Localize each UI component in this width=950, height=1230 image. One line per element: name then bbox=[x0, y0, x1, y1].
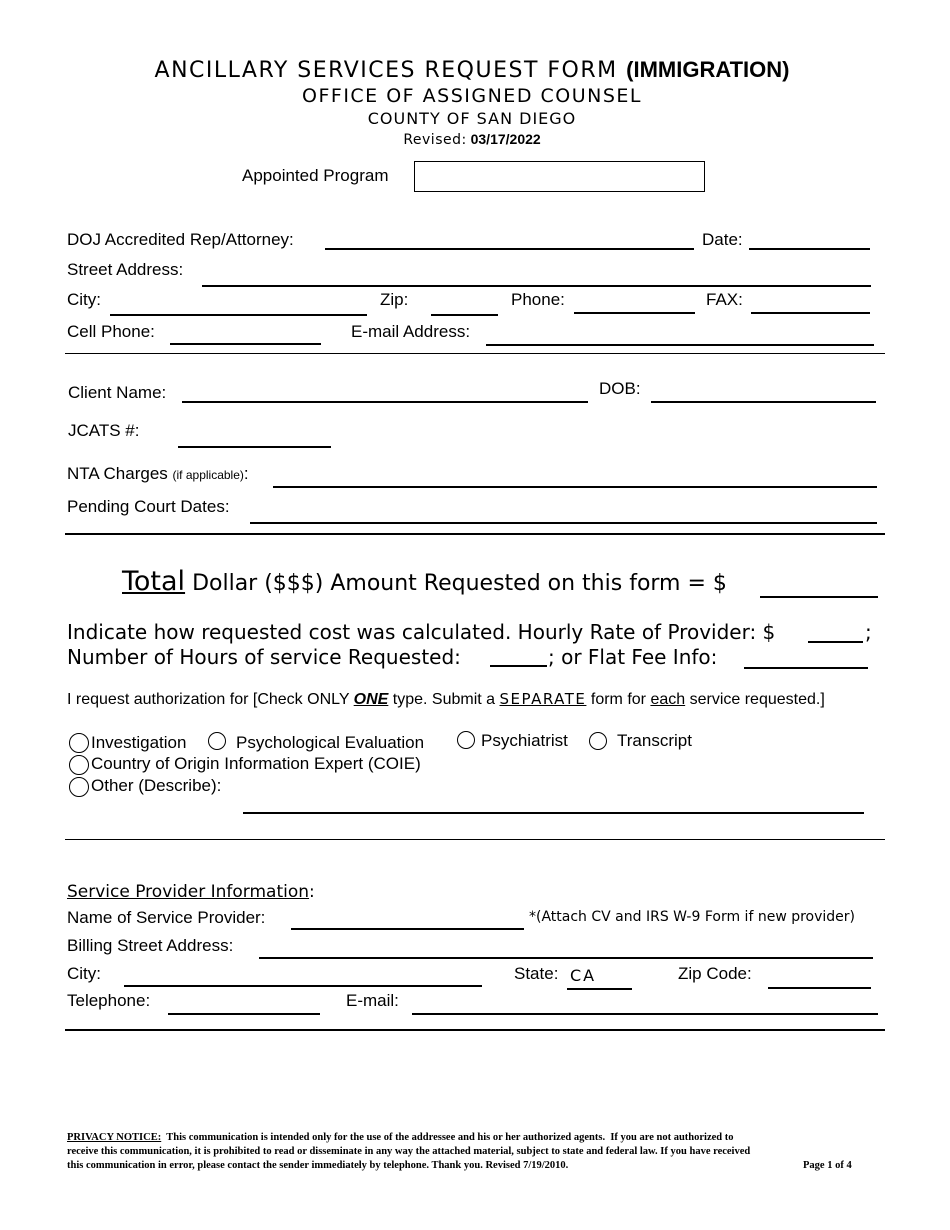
fax-field[interactable] bbox=[751, 312, 870, 314]
total-word: Total bbox=[122, 566, 186, 597]
nta-charges-label bbox=[67, 464, 249, 484]
divider bbox=[65, 533, 885, 535]
psychological-evaluation-label: Psychological Evaluation bbox=[236, 733, 425, 752]
zip-field[interactable] bbox=[431, 314, 498, 316]
client-name-field[interactable] bbox=[182, 401, 588, 403]
nta-charges-text: NTA Charges bbox=[67, 464, 168, 483]
privacy-line-1 bbox=[67, 1131, 750, 1145]
street-address-label: Street Address: bbox=[67, 260, 184, 279]
state-label: State: bbox=[514, 964, 559, 983]
client-name-label: Client Name: bbox=[68, 383, 167, 402]
auth-text-mid2: form for bbox=[586, 691, 651, 708]
pending-court-dates-label: Pending Court Dates: bbox=[67, 497, 230, 516]
privacy-line-3: this communication in error, please contact the sender immediately by telephone. Thank you. Revised 7/19/2010. bbox=[67, 1160, 569, 1171]
jcats-field[interactable] bbox=[178, 446, 331, 448]
coie-radio[interactable] bbox=[69, 755, 89, 775]
revised-label: Revised: bbox=[403, 132, 467, 148]
auth-text-end: service requested.] bbox=[685, 691, 825, 708]
fax-label: FAX: bbox=[706, 290, 743, 309]
other-radio[interactable] bbox=[69, 777, 89, 797]
provider-name-field[interactable] bbox=[291, 928, 524, 930]
appointed-program-label: Appointed Program bbox=[242, 166, 389, 185]
nta-charges-note: (if applicable) bbox=[172, 468, 244, 482]
hourly-rate-label: Indicate how requested cost was calculated. Hourly Rate of Provider: $ bbox=[67, 620, 776, 644]
privacy-notice bbox=[67, 1131, 750, 1173]
phone-field[interactable] bbox=[574, 312, 695, 314]
office-name: OFFICE OF ASSIGNED COUNSEL bbox=[302, 85, 642, 107]
zip-label: Zip: bbox=[380, 290, 409, 309]
privacy-line-2: receive this communication, it is prohibited to read or disseminate in any way the attached material, subject to state and federal law. If you have received bbox=[67, 1146, 751, 1157]
cell-phone-label: Cell Phone: bbox=[67, 322, 155, 341]
total-amount-label bbox=[122, 566, 727, 597]
divider bbox=[65, 839, 885, 840]
authorization-instruction bbox=[67, 690, 825, 709]
doj-rep-label: DOJ Accredited Rep/Attorney: bbox=[67, 230, 294, 249]
auth-text-pre: I request authorization for [Check ONLY bbox=[67, 691, 354, 708]
state-value[interactable]: CA bbox=[570, 966, 597, 985]
hours-label: Number of Hours of service Requested: bbox=[67, 645, 461, 669]
auth-one: ONE bbox=[353, 691, 389, 708]
form-title bbox=[0, 57, 944, 83]
dob-label: DOB: bbox=[599, 379, 641, 398]
provider-email-label: E-mail: bbox=[346, 991, 399, 1010]
auth-each: each bbox=[650, 691, 686, 708]
coie-label: Country of Origin Information Expert (COIE) bbox=[91, 754, 421, 773]
calc-line-1 bbox=[67, 620, 775, 644]
hourly-rate-field[interactable] bbox=[808, 641, 863, 643]
flat-fee-label: ; or Flat Fee Info: bbox=[548, 645, 718, 669]
appointed-program-field[interactable] bbox=[414, 161, 705, 192]
provider-title-text: Service Provider Information bbox=[67, 882, 310, 902]
nta-charges-colon: : bbox=[243, 464, 249, 483]
telephone-field[interactable] bbox=[168, 1013, 320, 1015]
provider-email-field[interactable] bbox=[412, 1013, 878, 1015]
revised-line bbox=[0, 131, 944, 148]
billing-address-label: Billing Street Address: bbox=[67, 936, 234, 955]
attach-note: *(Attach CV and IRS W-9 Form if new provider) bbox=[529, 909, 856, 925]
billing-address-field[interactable] bbox=[259, 957, 873, 959]
total-amount-field[interactable] bbox=[760, 596, 878, 598]
provider-city-label: City: bbox=[67, 964, 101, 983]
nta-charges-field[interactable] bbox=[273, 486, 877, 488]
privacy-text-1: This communication is intended only for the use of the addressee and his or her authorized agents. If you are not authorized to bbox=[161, 1132, 734, 1143]
investigation-radio[interactable] bbox=[69, 733, 89, 753]
phone-label: Phone: bbox=[511, 290, 565, 309]
state-field bbox=[567, 988, 632, 990]
pending-court-dates-field[interactable] bbox=[250, 522, 877, 524]
doj-rep-field[interactable] bbox=[325, 248, 694, 250]
date-label: Date: bbox=[702, 230, 743, 249]
page-number: Page 1 of 4 bbox=[803, 1160, 852, 1171]
hours-field[interactable] bbox=[490, 665, 547, 667]
title-text: ANCILLARY SERVICES REQUEST FORM bbox=[154, 58, 618, 83]
auth-separate: SEPARATE bbox=[499, 690, 587, 708]
provider-name-label: Name of Service Provider: bbox=[67, 908, 266, 927]
other-label: Other (Describe): bbox=[91, 776, 222, 795]
total-text: Dollar ($$$) Amount Requested on this form = $ bbox=[192, 571, 727, 596]
email-address-field[interactable] bbox=[486, 344, 874, 346]
provider-title-colon: : bbox=[309, 882, 315, 902]
hourly-rate-semicolon: ; bbox=[865, 620, 872, 644]
auth-text-mid: type. Submit a bbox=[388, 691, 500, 708]
investigation-label: Investigation bbox=[91, 733, 187, 752]
city-label: City: bbox=[67, 290, 101, 309]
psychiatrist-radio[interactable] bbox=[457, 731, 475, 749]
provider-city-field[interactable] bbox=[124, 985, 482, 987]
county-name: COUNTY OF SAN DIEGO bbox=[367, 109, 577, 128]
title-bold-text: (IMMIGRATION) bbox=[626, 57, 790, 82]
flat-fee-field[interactable] bbox=[744, 667, 868, 669]
divider bbox=[65, 1029, 885, 1031]
divider bbox=[65, 353, 885, 354]
psychiatrist-label: Psychiatrist bbox=[481, 731, 568, 750]
privacy-title: PRIVACY NOTICE: bbox=[67, 1132, 162, 1143]
provider-section-title bbox=[67, 882, 315, 902]
psychological-evaluation-radio[interactable] bbox=[208, 732, 226, 750]
city-field[interactable] bbox=[110, 314, 367, 316]
street-address-field[interactable] bbox=[202, 285, 871, 287]
transcript-radio[interactable] bbox=[589, 732, 607, 750]
dob-field[interactable] bbox=[651, 401, 876, 403]
jcats-label: JCATS #: bbox=[68, 421, 140, 440]
other-describe-field[interactable] bbox=[243, 812, 864, 814]
cell-phone-field[interactable] bbox=[170, 343, 321, 345]
telephone-label: Telephone: bbox=[67, 991, 151, 1010]
email-address-label: E-mail Address: bbox=[351, 322, 471, 341]
provider-zip-label: Zip Code: bbox=[678, 964, 752, 983]
date-field[interactable] bbox=[749, 248, 870, 250]
provider-zip-field[interactable] bbox=[768, 987, 871, 989]
transcript-label: Transcript bbox=[617, 731, 692, 750]
revised-date: 03/17/2022 bbox=[470, 131, 541, 147]
